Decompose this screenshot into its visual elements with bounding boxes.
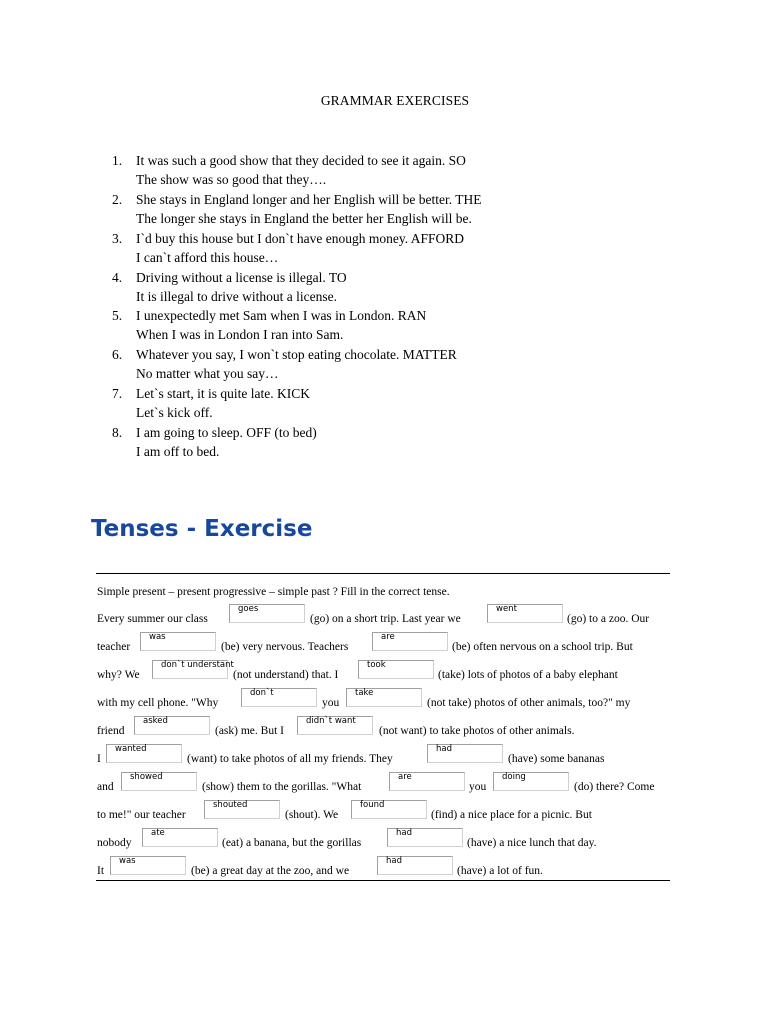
text-segment: you xyxy=(469,781,487,793)
text-segment: nobody xyxy=(97,837,132,849)
text-segment: (not want) to take photos of other animals. xyxy=(379,725,575,737)
answer-field-17[interactable]: found xyxy=(351,800,427,819)
item-answer: When I was in London I ran into Sam. xyxy=(136,327,344,342)
answer-field-10[interactable]: didn`t want xyxy=(297,716,373,735)
answer-field-13[interactable]: showed xyxy=(121,772,197,791)
item-answer: I am off to bed. xyxy=(136,444,220,459)
bottom-rule xyxy=(96,880,670,881)
item-prompt: I`d buy this house but I don`t have enough money. AFFORD xyxy=(136,231,464,246)
item-prompt: Whatever you say, I won`t stop eating chocolate. MATTER xyxy=(136,347,457,362)
text-segment: (eat) a banana, but the gorillas xyxy=(222,837,362,849)
item-answer: No matter what you say… xyxy=(136,366,279,381)
text-segment: (have) a lot of fun. xyxy=(457,865,543,877)
text-segment: Every summer our class xyxy=(97,613,208,625)
item-number: 8. xyxy=(112,425,123,440)
section-heading: Tenses - Exercise xyxy=(91,516,313,542)
text-segment: (find) a nice place for a picnic. But xyxy=(431,809,592,821)
text-segment: (have) a nice lunch that day. xyxy=(467,837,597,849)
answer-field-6[interactable]: took xyxy=(358,660,434,679)
answer-field-1[interactable]: goes xyxy=(229,604,305,623)
text-segment: (show) them to the gorillas. "What xyxy=(202,781,362,793)
text-segment: with my cell phone. "Why xyxy=(97,697,219,709)
answer-field-7[interactable]: don`t xyxy=(241,688,317,707)
item-number: 1. xyxy=(112,153,123,168)
text-segment: teacher xyxy=(97,641,131,653)
text-segment: (not understand) that. I xyxy=(233,669,339,681)
answer-field-8[interactable]: take xyxy=(346,688,422,707)
answer-field-20[interactable]: was xyxy=(110,856,186,875)
item-answer: Let`s kick off. xyxy=(136,405,213,420)
answer-field-5[interactable]: don`t understant xyxy=(152,660,228,679)
item-number: 6. xyxy=(112,347,123,362)
text-segment: (do) there? Come xyxy=(574,781,655,793)
answer-field-2[interactable]: went xyxy=(487,604,563,623)
item-answer: I can`t afford this house… xyxy=(136,250,279,265)
text-segment: why? We xyxy=(97,669,140,681)
text-segment: It xyxy=(97,865,105,877)
text-segment: (be) very nervous. Teachers xyxy=(221,641,349,653)
item-number: 5. xyxy=(112,308,123,323)
text-segment: (want) to take photos of all my friends. They xyxy=(187,753,393,765)
text-segment: friend xyxy=(97,725,125,737)
top-rule xyxy=(96,573,670,574)
answer-field-18[interactable]: ate xyxy=(142,828,218,847)
item-number: 2. xyxy=(112,192,123,207)
text-segment: (go) on a short trip. Last year we xyxy=(310,613,461,625)
text-segment: (have) some bananas xyxy=(508,753,605,765)
instructions: Simple present – present progressive – simple past ? Fill in the correct tense. xyxy=(97,586,450,598)
item-answer: The longer she stays in England the better her English will be. xyxy=(136,211,472,226)
item-answer: The show was so good that they…. xyxy=(136,172,327,187)
answer-field-15[interactable]: doing xyxy=(493,772,569,791)
item-prompt: Driving without a license is illegal. TO xyxy=(136,270,347,285)
answer-field-21[interactable]: had xyxy=(377,856,453,875)
answer-field-16[interactable]: shouted xyxy=(204,800,280,819)
answer-field-14[interactable]: are xyxy=(389,772,465,791)
answer-field-12[interactable]: had xyxy=(427,744,503,763)
item-prompt: Let`s start, it is quite late. KICK xyxy=(136,386,310,401)
text-segment: (be) a great day at the zoo, and we xyxy=(191,865,350,877)
text-segment: (not take) photos of other animals, too?" my xyxy=(427,697,631,709)
item-number: 4. xyxy=(112,270,123,285)
item-prompt: It was such a good show that they decided to see it again. SO xyxy=(136,153,466,168)
text-segment: (be) often nervous on a school trip. But xyxy=(452,641,633,653)
text-segment: to me!" our teacher xyxy=(97,809,186,821)
text-segment: (go) to a zoo. Our xyxy=(567,613,650,625)
item-prompt: I am going to sleep. OFF (to bed) xyxy=(136,425,317,440)
item-number: 7. xyxy=(112,386,123,401)
answer-field-3[interactable]: was xyxy=(140,632,216,651)
document-title: GRAMMAR EXERCISES xyxy=(320,93,470,108)
answer-field-11[interactable]: wanted xyxy=(106,744,182,763)
text-segment: (take) lots of photos of a baby elephant xyxy=(438,669,618,681)
text-segment: you xyxy=(322,697,340,709)
answer-field-9[interactable]: asked xyxy=(134,716,210,735)
text-segment: (shout). We xyxy=(285,809,339,821)
item-prompt: She stays in England longer and her English will be better. THE xyxy=(136,192,482,207)
text-segment: I xyxy=(97,753,101,765)
item-number: 3. xyxy=(112,231,123,246)
text-segment: and xyxy=(97,781,114,793)
answer-field-19[interactable]: had xyxy=(387,828,463,847)
answer-field-4[interactable]: are xyxy=(372,632,448,651)
item-answer: It is illegal to drive without a license. xyxy=(136,289,337,304)
text-segment: (ask) me. But I xyxy=(215,725,284,737)
item-prompt: I unexpectedly met Sam when I was in London. RAN xyxy=(136,308,427,323)
